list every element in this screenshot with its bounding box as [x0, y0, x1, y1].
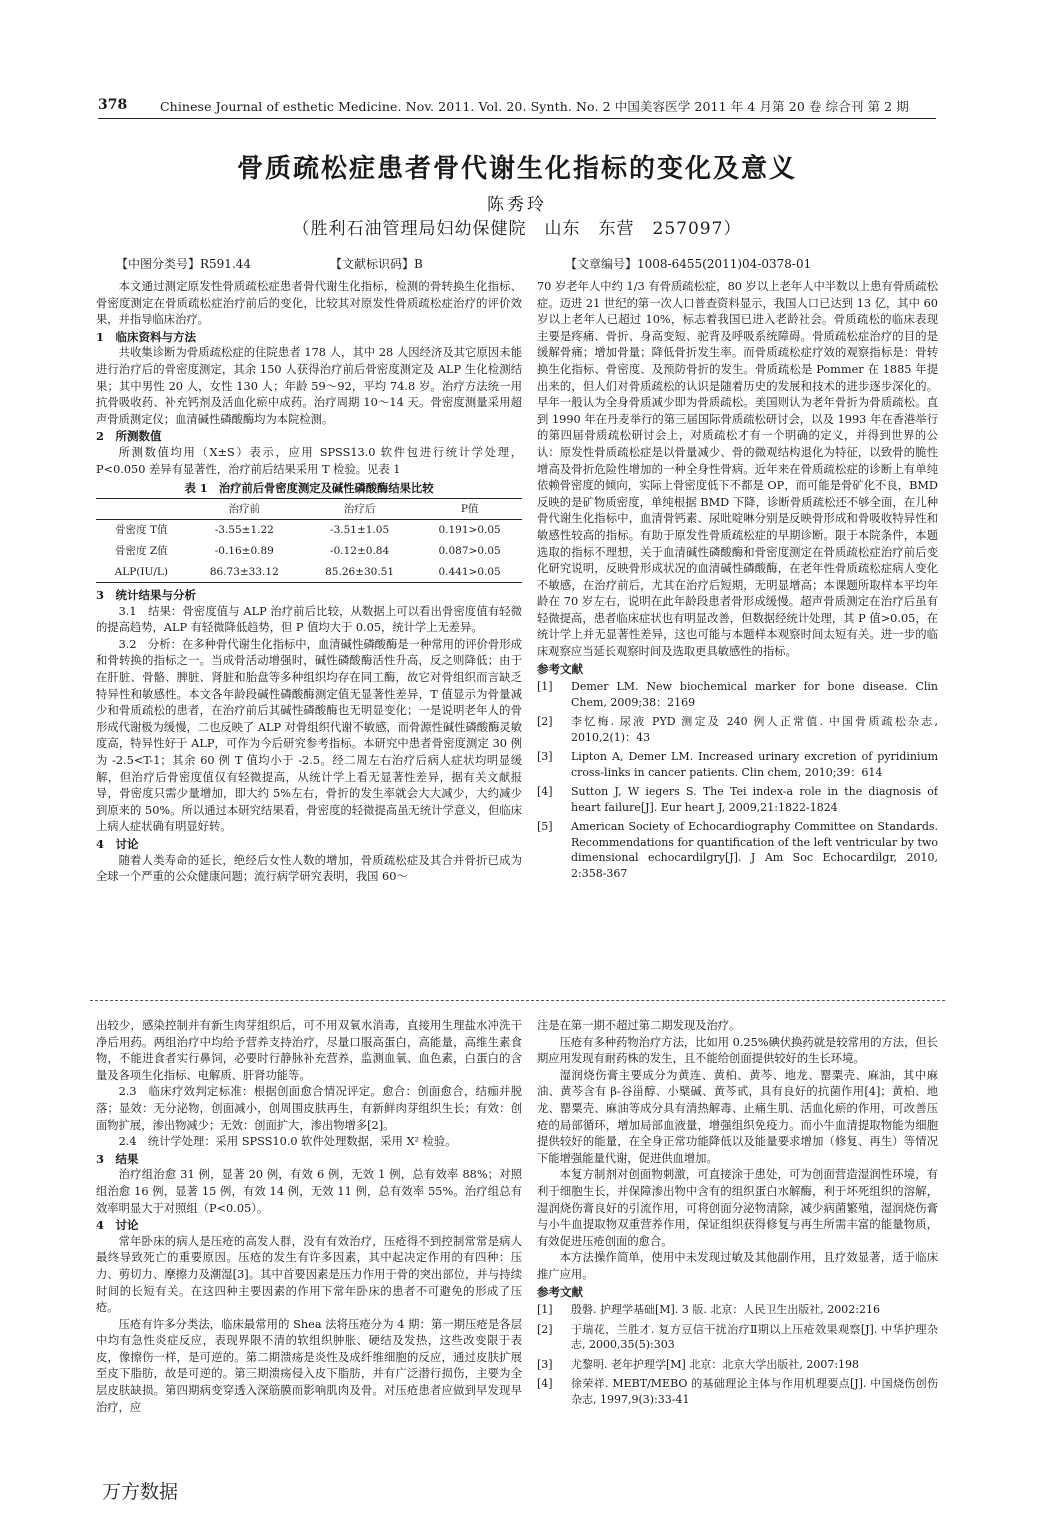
- reference-text: 徐荣祥. MEBT/MEBO 的基础理论主体与作用机理要点[J]. 中国烧伤创伤杂志, 1997,9(3):33-41: [571, 1377, 938, 1406]
- table-cell: 0.441>0.05: [417, 562, 522, 583]
- reference-text: 于瑞花，兰胜才. 复方豆信干扰治疗Ⅱ期以上压疮效果观察[J]. 中华护理杂志, 2000,35(5):303: [571, 1322, 938, 1352]
- references-list: [537, 679, 938, 881]
- table-row: [96, 562, 522, 583]
- abstract: 本文通过测定原发性骨质疏松症患者骨代谢生化指标，检测的骨转换生化指标、骨密度测定在骨质疏松症治疗前后的变化，比较其对原发性骨质疏松症治疗的评价效果，并指导临床治疗。: [96, 280, 522, 327]
- section-1-title: 1 临床资料与方法: [96, 329, 197, 344]
- drug-methods-text: 压疮有多种药物治疗方法，比如用 0.25%碘伏换药就是较常用的方法，但长期应用发现有耐药株的发生，且不能给创面提供较好的生长环境。: [537, 1035, 938, 1066]
- header-rule: [98, 118, 936, 119]
- table-cell: -3.55±1.22: [214, 524, 274, 537]
- reference-item: [537, 679, 938, 710]
- table-cell: -0.16±0.89: [214, 544, 274, 557]
- article-author: 陈秀玲: [487, 195, 547, 215]
- reference-item: [537, 1357, 938, 1373]
- reference-number: [5]: [537, 820, 553, 834]
- references-list: [537, 1302, 938, 1407]
- journal-header: Chinese Journal of esthetic Medicine. Nov. 2011. Vol. 20. Synth. No. 2 中国美容医学 2011 年 4 月第 20 卷 综合刊 第 2 期: [160, 99, 909, 114]
- treatment-text: 出较少，感染控制并有新生肉芽组织后，可不用双氧水消毒，直接用生理盐水冲洗干净后用药。两组治疗中均给予营养支持治疗，尽量口服高蛋白，高能量，高维生素食物，不能进食者实行鼻饲，必要时行静脉补充营养，监测血氧、血色素，白蛋白的含量及各项生化指标、电解质、肝肾功能等。: [96, 1019, 522, 1082]
- reference-number: [2]: [537, 715, 553, 729]
- article-title: 骨质疏松症患者骨代谢生化指标的变化及意义: [236, 154, 797, 184]
- discussion-text: 常年卧床的病人是压疮的高发人群，没有有效治疗，压疮得不到控制常常是病人最终导致死亡的重要原因。压疮的发生有许多因素，其中起决定作用的有四种：压力、剪切力、摩擦力及潮湿[3]。其中首要因素是压力作用于骨的突出部位，并与持续时间的长短有关。在这四种主要因素的作用下常年卧床的患者不可避免的形成了压疮。: [96, 1234, 522, 1315]
- table-row: [96, 541, 522, 562]
- statistics-text: 2.4 统计学处理：采用 SPSS10.0 软件处理数据，采用 X² 检验。: [118, 1135, 457, 1149]
- references-title: 参考文献: [537, 1284, 583, 1299]
- table-header-cell: 治疗后: [302, 498, 417, 520]
- table-header-cell: P值: [417, 498, 522, 520]
- table-1-caption: 表 1 治疗前后骨密度测定及碱性磷酸酶结果比较: [184, 481, 434, 496]
- table-cell: 0.087>0.05: [438, 544, 501, 557]
- reference-number: [4]: [537, 1377, 553, 1391]
- mebo-composition-text: 湿润烧伤膏主要成分为黄连、黄柏、黄芩、地龙、罂粟壳、麻油，其中麻油、黄芩含有 β-谷甾醇、小檗碱、黄芩甙，具有良好的抗菌作用[4]；黄柏、地龙、罂粟壳、麻油等成分具有清热解毒、止痛生肌、活血化瘀的作用，可改善压疮的局部循环，增加局部血液量，增强组织免疫力。而小牛血清提取物能为细胞提供较好的能量，在全身正常功能降低以及能量要求增加（修复、再生）等情况下能增强能量代谢，促进供血增加。: [537, 1068, 938, 1165]
- reference-item: [537, 1376, 938, 1407]
- section-2-text: 所测数值均用（X±S）表示，应用 SPSS13.0 软件包进行统计学处理，P<0.050 差异有显著性，治疗前后结果采用 T 检验。见表 1: [96, 445, 522, 476]
- table-header-cell: 治疗前: [187, 498, 302, 520]
- reference-number: [4]: [537, 785, 553, 799]
- section-3-1-text: 3.1 结果：骨密度值与 ALP 治疗前后比较，从数据上可以看出骨密度值有轻微的提高趋势，ALP 有轻微降低趋势，但 P 值均大于 0.05，统计学上无差异。: [96, 604, 522, 635]
- mechanism-text: 本复方制剂对创面物刺激，可直接涂于患处，可为创面营造湿润性环境，有利于细胞生长，并保障渗出物中含有的组织蛋白水解酶，利于坏死组织的溶解，湿润烧伤膏良好的引流作用，可将创面分泌物清除，减少病菌繁殖，湿润烧伤膏与小牛血提取物双重营养作用，保证组织获得修复与再生所需丰富的能量物质，有效促进压疮创面的愈合。: [537, 1168, 938, 1248]
- table-cell: 0.191>0.05: [438, 524, 501, 537]
- watermark: 万方数据: [102, 1481, 179, 1503]
- reference-item: [537, 819, 938, 881]
- reference-number: [1]: [537, 1303, 553, 1317]
- references-title: 参考文献: [537, 661, 583, 676]
- page-number: 378: [98, 97, 128, 113]
- reference-text: 尤黎明. 老年护理学[M] 北京：北京大学出版社, 2007:198: [571, 1357, 860, 1371]
- section-divider: [90, 1000, 945, 1001]
- article-number: 【文章编号】1008-6455(2011)04-0378-01: [565, 257, 812, 271]
- table-header-row: [96, 498, 522, 520]
- section-1-text: 共收集诊断为骨质疏松症的住院患者 178 人，其中 28 人因经济及其它原因未能进行治疗后的骨密度测定，其余 150 人获得治疗前后骨密度测定及 ALP 生化检测结果；其中男性 20 人，女性 130 人；年龄 59～92，平均 74.8 岁。治疗方法统一用抗骨吸收药、补充钙剂及活血化瘀中成药。治疗周期 10～14 天。骨密度测量采用超声骨质测定仪；血清碱性磷酸酶均为本院检测。: [96, 346, 522, 426]
- criteria-text: 2.3 临床疗效判定标准：根据创面愈合情况评定。愈合：创面愈合，结痂并脱落；显效：无分泌物，创面减小，创周围皮肤再生，有新鲜肉芽组织生长；有效：创面物扩展，渗出物减少；无效：创面扩大，渗出物增多[2]。: [96, 1085, 522, 1132]
- second-article-left-column: [96, 1018, 522, 1468]
- staging-text: 压疮有许多分类法，临床最常用的 Shea 法将压疮分为 4 期：第一期压疮是各层中均有急性炎症反应，表现界限不清的软组织肿胀、硬结及发热，这些改变限于表皮，像擦伤一样，是可逆的。第二期溃疡是炎性及成纤维细胞的反应，通过皮肤扩展至皮下脂肪，故是可逆的。第三期溃疡侵入皮下脂肪，并有广泛潜行损伤，主要为全层皮肤缺损。第四期病变穿透入深筋膜而影响肌肉及骨。对压疮患者应做到早发现早治疗，应: [96, 1317, 522, 1414]
- reference-item: [537, 714, 938, 745]
- reference-item: [537, 1322, 938, 1353]
- reference-text: Lipton A, Demer LM. Increased urinary excretion of pyridinium cross-links in cancer patients. Clin chem, 2010;39：614: [571, 750, 938, 779]
- results-text: 治疗组治愈 31 例，显著 20 例，有效 6 例，无效 1 例，总有效率 88%；对照组治愈 16 例，显著 15 例，有效 14 例，无效 11 例，总有效率 55%。治疗组总有效率明显大于对照组（P<0.05）。: [96, 1168, 522, 1215]
- section-4-title: 4 讨论: [96, 837, 139, 851]
- article-left-column: [96, 279, 522, 991]
- discussion-text: 70 岁老年人中约 1/3 有骨质疏松症，80 岁以上老年人中半数以上患有骨质疏松症。迈进 21 世纪的第一次人口普查资料显示，我国人口已达到 13 亿，其中 60 岁以上老年人已超过 10%，标志着我国已进入老龄社会。骨质疏松的临床表现主要是疼痛、骨折、身高变短、驼背及呼吸系统障碍。骨质疏松症治疗的目的是缓解骨痛；增加骨量；降低骨折发生率。而骨质疏松症疗效的观察指标是：骨转换生化指标、骨密度、及预防骨折的发生。骨质疏松是 Pommer 在 1885 年提出来的，但人们对骨质疏松的认识是随着历史的发展和技术的进步逐步深化的。早年一般认为全身骨质减少即为骨质疏松。美国则认为老年骨折为骨质疏松。直到 1990 年在丹麦举行的第三届国际骨质疏松研讨会，以及 1993 年在香港举行的第四届骨质疏松研讨会上，对质疏松才有一个明确的定义，并得到世界的公认：原发性骨质疏松症是以骨量减少、骨的微观结构退化为特征，以致骨的脆性增高及骨折危险性增加的一种全身性骨病。近年来在骨质疏松症的诊断上有单纯依赖骨密度的倾向，实际上骨密度低下不都是 OP，而可能是骨矿化不良，BMD 反映的是矿物质密度，单纯根据 BMD 下降，诊断骨质疏松还不够全面，在儿种骨代谢生化指标中，血清骨钙素、尿吡啶啉分别是反映骨形成和骨吸收特异性和敏感性较高的指标。有助于原发性骨质疏松症的早期诊断。限于本院条件，本题选取的指标不理想，关于血清碱性磷酸酶和骨密度测定在骨质疏松症治疗前后变化研究说明，反映骨形成状况的血清碱性磷酸酶，在老年性骨质疏松症病人变化不敏感，在治疗前后，尤其在治疗后短期，无明显增高；本课题所取样本平均年龄在 70 岁左右，说明在此年龄段患者骨形成缓慢。超声骨质测定在治疗后虽有轻微提高，患者临床症状也有明显改善，但数据经统计处理，其 P 值>0.05，在统计学上并无显著性差异，这也可能与本题样本观察时间太短有关。进一步的临床观察应当延长观察时间及选取更具敏感性的指标。: [537, 280, 938, 659]
- document-code: 【文献标识码】B: [330, 257, 423, 271]
- table-cell: 86.73±33.12: [187, 562, 302, 583]
- table-cell: 85.26±30.51: [302, 562, 417, 583]
- table-cell: 骨密度 T值: [115, 524, 168, 537]
- table-header-cell: [96, 498, 187, 520]
- second-article-right-column: [537, 1018, 938, 1468]
- reference-text: Sutton J, W iegers S. The Tei index-a role in the diagnosis of heart failure[J]. Eur heart J, 2009,21:1822-1824: [571, 785, 938, 814]
- page-header: [0, 0, 1046, 120]
- reference-text: 李忆梅. 尿液 PYD 测定及 240 例人正常值. 中国骨质疏松杂志, 2010,2(1)：43: [571, 715, 938, 744]
- reference-number: [2]: [537, 1322, 553, 1336]
- reference-text: American Society of Echocardiography Committee on Standards. Recommendations for quantification of the left ventricular by two dimensional echocardilgry[J]. J Am Soc Echocardilgr, 2010, 2:358-367: [571, 820, 938, 880]
- section-2-title: 2 所测数值: [96, 429, 162, 444]
- article-right-column: [537, 279, 938, 991]
- reference-text: 殷磐. 护理学基础[M]. 3 版. 北京：人民卫生出版社, 2002:216: [571, 1303, 881, 1317]
- table-1: [96, 498, 522, 583]
- table-cell: -0.12±0.84: [330, 544, 390, 557]
- section-4-text: 随着人类寿命的延长，绝经后女性人数的增加，骨质疏松症及其合并骨折已成为全球一个严重的公众健康问题；流行病学研究表明，我国 60～: [96, 853, 522, 884]
- conclusion-text: 本方法操作简单，使用中未发现过敏及其他副作用，且疗效显著，适于临床推广应用。: [537, 1251, 938, 1281]
- article-affiliation: （胜利石油管理局妇幼保健院 山东 东营 257097）: [292, 219, 742, 239]
- table-cell: -3.51±1.05: [330, 524, 390, 537]
- reference-number: [3]: [537, 750, 553, 764]
- reference-item: [537, 1302, 938, 1318]
- section-3-2-text: 3.2 分析：在多种骨代谢生化指标中，血清碱性磷酸酶是一种常用的评价骨形成和骨转换的指标之一。当成骨活动增强时，碱性磷酸酶活性升高，反之则降低；由于在肝脏、骨骼、脾脏、肾脏和胎盘等多种组织均存在同工酶，故它对骨组织而言缺乏特异性和敏感性。本文各年龄段碱性磷酸酶测定值无显著性差异，T 值显示为骨量减少和骨质疏松的患者，在治疗前后其碱性磷酸酶也无明显变化；一是说明老年人的骨形成代谢极为缓慢，二也反映了 ALP 对骨组织代谢不敏感，而骨源性碱性磷酸酶灵敏度高，特异性好于 ALP，可作为今后研究参考指标。本研究中患者骨密度测定 30 例为 -2.5<T-1；其余 60 例 T 值均小于 -2.5。经二周左右治疗后病人症状均明显缓解，但治疗后骨密度值仅有轻微提高，从统计学上看无显著性差异，据有关文献报导，骨密度只需少量增加，即大约 5%左右，骨折的发生率就会大大减少，大约减少到原来的 50%。所以通过本研究结果看，骨密度的轻微提高虽无统计学意义，但临床上病人症状确有明显好转。: [96, 637, 522, 834]
- results-title: 3 结果: [96, 1151, 139, 1166]
- reference-number: [3]: [537, 1357, 553, 1371]
- reference-text: Demer LM. New biochemical marker for bone disease. Clin Chem, 2009;38：2169: [571, 680, 938, 709]
- reference-number: [1]: [537, 680, 553, 694]
- reference-item: [537, 749, 938, 780]
- reference-item: [537, 784, 938, 815]
- table-cell: 骨密度 Z值: [115, 544, 168, 557]
- clc-number: 【中图分类号】R591.44: [116, 257, 252, 271]
- section-3-title: 3 统计结果与分析: [96, 588, 197, 603]
- table-row: [96, 520, 522, 541]
- discussion-title: 4 讨论: [96, 1218, 139, 1233]
- table-cell: ALP(IU/L): [96, 562, 187, 583]
- staging-continued: 注是在第一期不超过第二期发现及治疗。: [537, 1019, 741, 1032]
